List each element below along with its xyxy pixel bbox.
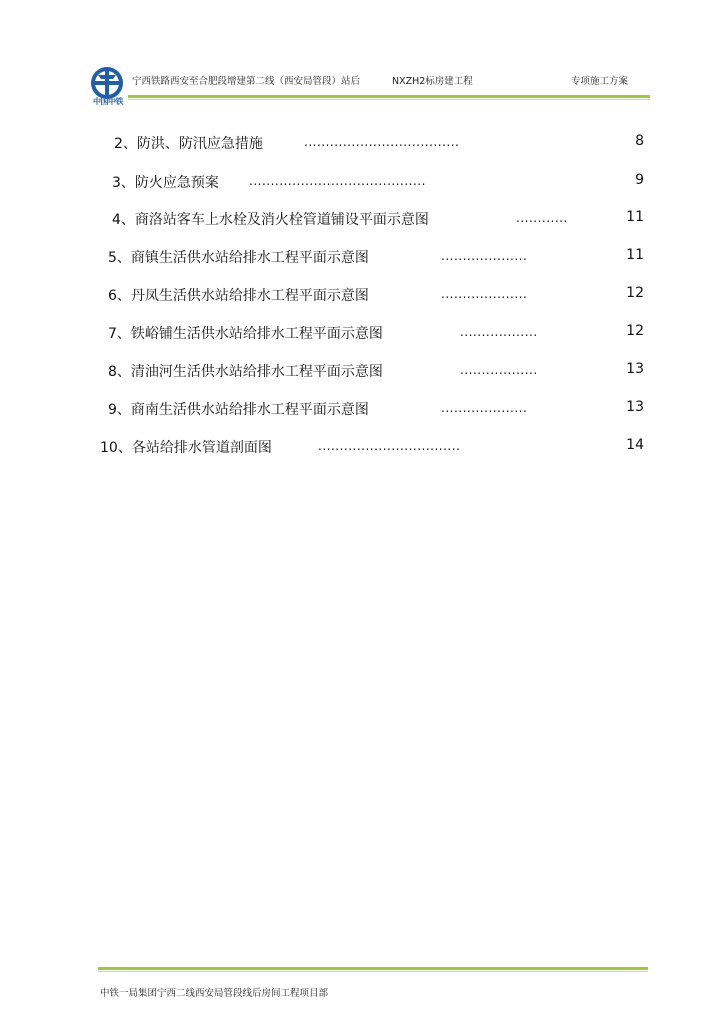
toc-leader: ............ xyxy=(516,211,568,225)
toc-label: 2、防洪、防汛应急措施 xyxy=(114,136,263,152)
footer-rule-thin xyxy=(98,971,648,972)
toc-label: 3、防火应急预案 xyxy=(112,175,219,191)
toc-label: 7、铁峪铺生活供水站给排水工程平面示意图 xyxy=(108,326,383,342)
toc-page-number: 12 xyxy=(626,323,644,339)
toc-page-number: 14 xyxy=(626,437,644,453)
project-title: 宁西铁路西安至合肥段增建第二线（西安局管段）站后 xyxy=(132,76,361,87)
toc-page-number: 9 xyxy=(635,172,644,188)
toc-label: 9、商南生活供水站给排水工程平面示意图 xyxy=(108,402,369,418)
header-rule-thin xyxy=(128,99,650,100)
toc-leader: .................... xyxy=(441,249,528,263)
toc-label: 10、各站给排水管道剖面图 xyxy=(100,440,272,456)
logo-caption: 中国中铁 xyxy=(93,97,123,106)
footer-text: 中铁一局集团宁西二线西安局管段线后房间工程项目部 xyxy=(100,988,329,999)
toc-leader: .................... xyxy=(441,287,528,301)
toc-leader: .................. xyxy=(460,363,538,377)
toc-leader: .................................... xyxy=(304,135,460,149)
toc-page-number: 12 xyxy=(626,285,644,301)
toc-entry xyxy=(0,437,724,457)
toc-page-number: 8 xyxy=(635,133,644,149)
toc-entry xyxy=(0,323,724,343)
toc-label: 6、丹凤生活供水站给排水工程平面示意图 xyxy=(108,288,369,304)
toc-label: 4、商洛站客车上水栓及消火栓管道铺设平面示意图 xyxy=(112,212,429,228)
footer-rule xyxy=(98,967,648,970)
toc-entry xyxy=(0,133,724,153)
toc-leader: .................. xyxy=(460,325,538,339)
toc-entry xyxy=(0,399,724,419)
document-type: 专项施工方案 xyxy=(571,76,629,87)
section-code: NXZH2标房建工程 xyxy=(392,76,473,87)
header-rule xyxy=(128,95,650,98)
toc-entry xyxy=(0,285,724,305)
toc-page-number: 11 xyxy=(626,209,644,225)
toc-entry xyxy=(0,209,724,229)
toc-page-number: 13 xyxy=(626,361,644,377)
toc-label: 5、商镇生活供水站给排水工程平面示意图 xyxy=(108,250,369,266)
toc-entry xyxy=(0,361,724,381)
toc-leader: .................... xyxy=(441,401,528,415)
toc-label: 8、清油河生活供水站给排水工程平面示意图 xyxy=(108,364,383,380)
toc-leader: ................................. xyxy=(318,439,461,453)
toc-page-number: 11 xyxy=(626,247,644,263)
toc-leader: ......................................... xyxy=(249,174,426,188)
toc-entry xyxy=(0,247,724,267)
toc-page-number: 13 xyxy=(626,399,644,415)
toc-entry xyxy=(0,172,724,192)
